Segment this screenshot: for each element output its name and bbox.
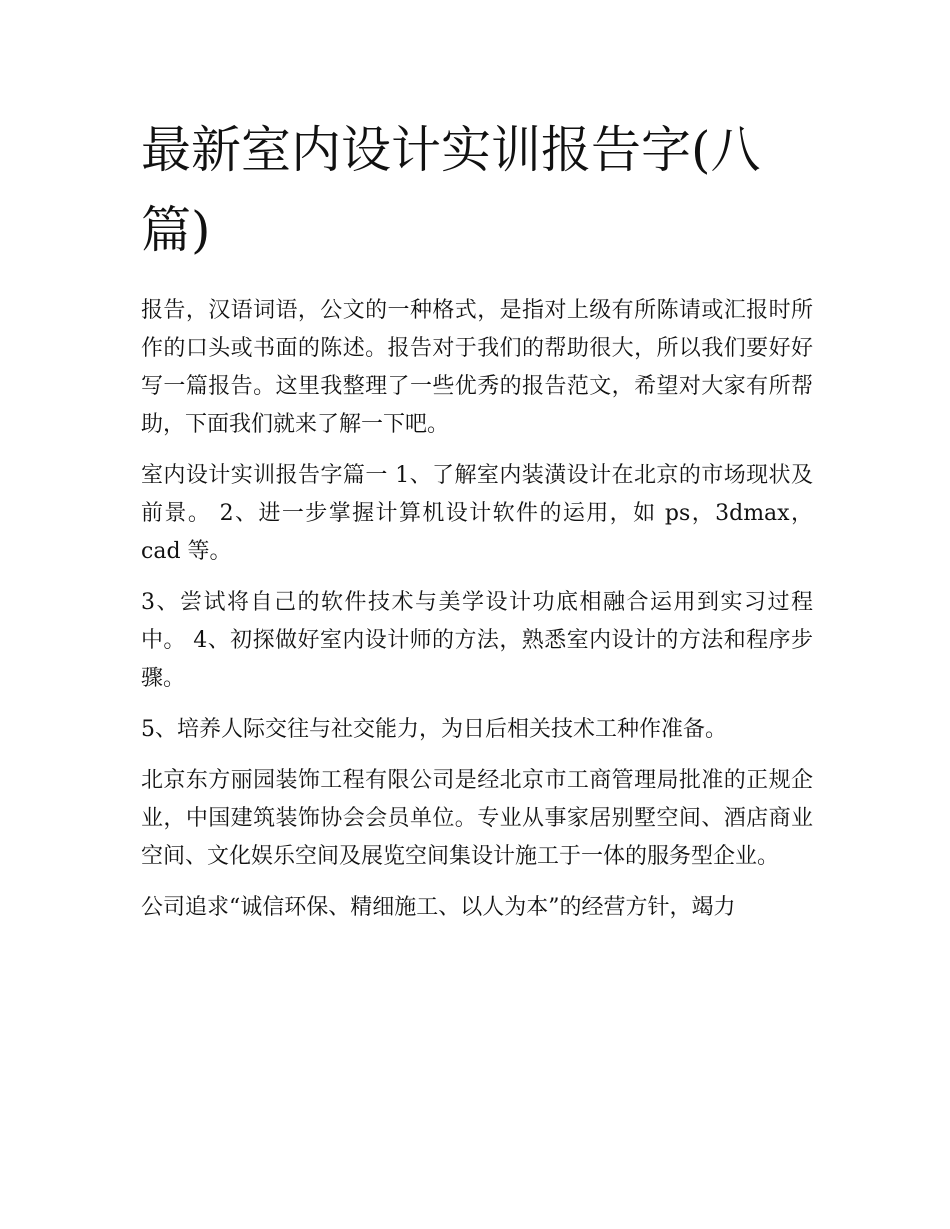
paragraph-company-policy: 公司追求“诚信环保、精细施工、以人为本”的经营方针，竭力: [141, 895, 736, 920]
paragraph-intro: 报告，汉语词语，公文的一种格式，是指对上级有所陈请或汇报时所作的口头或书面的陈述。报告对于我们的帮助很大，所以我们要好好写一篇报告。这里我整理了一些优秀的报告范文，希望对大家有所帮助，下面我们就来了解一下吧。: [141, 298, 813, 437]
paragraph-goals-3-4: 3、尝试将自己的软件技术与美学设计功底相融合运用到实习过程中。 4、初探做好室内设计师的方法，熟悉室内设计的方法和程序步骤。: [141, 590, 813, 691]
paragraph-company-intro: 北京东方丽园装饰工程有限公司是经北京市工商管理局批准的正规企业，中国建筑装饰协会会员单位。专业从事家居别墅空间、酒店商业空间、文化娱乐空间及展览空间集设计施工于一体的服务型企业。: [141, 768, 813, 869]
document-title: 最新室内设计实训报告字(八篇): [141, 121, 761, 259]
document-body: [141, 292, 813, 927]
paragraph-goal-5: 5、培养人际交往与社交能力，为日后相关技术工种作准备。: [141, 717, 727, 742]
paragraph-goals-1-2: 室内设计实训报告字篇一 1、了解室内装潢设计在北京的市场现状及前景。 2、进一步掌握计算机设计软件的运用，如 ps，3dmax，cad 等。: [141, 463, 813, 564]
document-page: [141, 110, 813, 940]
